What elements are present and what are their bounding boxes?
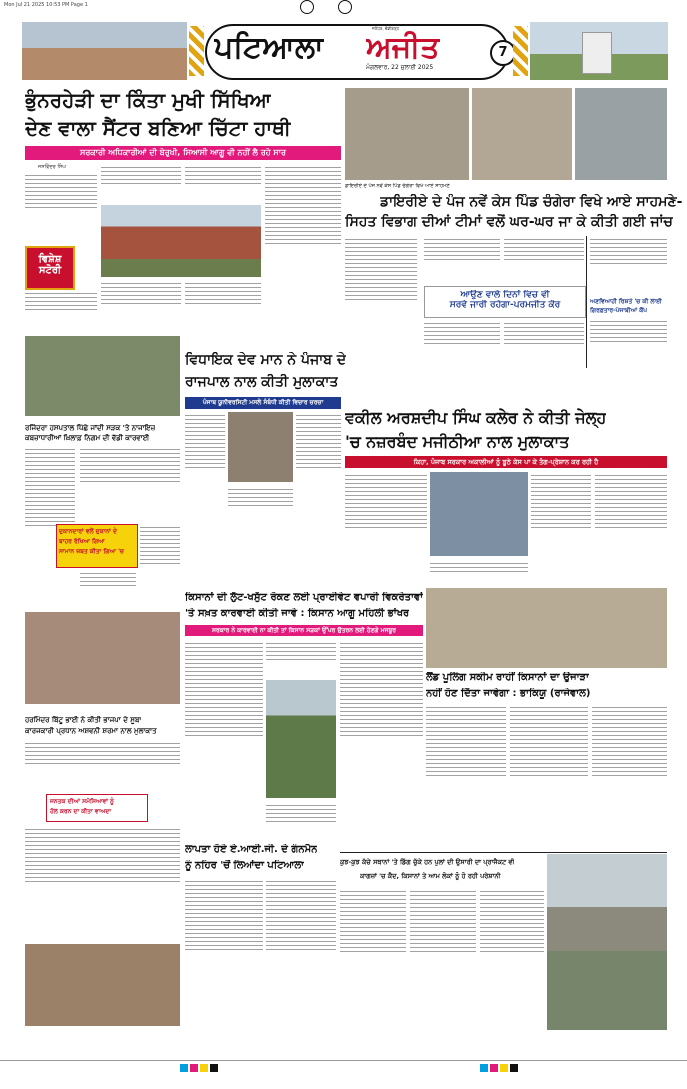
- story5-caption-text: [430, 560, 528, 584]
- story2-caption: ਡਾਇਰੀਏ ਦੇ ਪੰਜ ਨਵੇਂ ਕੇਸ ਪਿੰਡ ਚੰਗੇਰਾ ਵਿਖੇ ਆਏ ਸਾਹਮਣੇ: [345, 183, 450, 189]
- story2-headline-line2: ਸਿਹਤ ਵਿਭਾਗ ਦੀਆਂ ਟੀਮਾਂ ਵਲੋਂ ਘਰ-ਘਰ ਜਾ ਕੇ ਕੀਤੀ ਗਈ ਜਾਂਚ: [345, 214, 673, 230]
- story3-text-col1: [185, 412, 225, 528]
- story4-headline-line1: ਰਜਿੰਦਰਾ ਹਸਪਤਾਲ ਪਿੱਛੇ ਜਾਂਦੀ ਸੜਕ 'ਤੇ ਨਾਜਾਇਜ਼: [25, 424, 156, 432]
- story3-text-col2: [228, 486, 293, 528]
- column-divider: [586, 236, 587, 368]
- story5-photo: [430, 472, 528, 556]
- story9-text-col2: [266, 878, 336, 1028]
- color-mark-yellow: [200, 1064, 208, 1072]
- story2-text-col3: [504, 236, 584, 284]
- story1-text-col3b: [185, 280, 261, 332]
- story5-subhead: ਕਿਹਾ, ਪੰਜਾਬ ਸਰਕਾਰ ਅਕਾਲੀਆਂ ਨੂੰ ਝੂਠੇ ਕੇਸ ਪਾ ਕੇ ਤੰਗ-ਪ੍ਰੇਸ਼ਾਨ ਕਰ ਰਹੀ ਹੈ: [345, 456, 667, 468]
- story10-headline-line1: ਕੁਝ-ਕੁਝ ਕੱਚੇ ਸਥਾਨਾਂ 'ਤੇ ਡਿੱਗ ਚੁੱਕੇ ਹਨ ਪੁਲਾਂ ਦੀ ਉਸਾਰੀ ਦਾ ਪ੍ਰਾਜੈਕਟ ਵੀ: [340, 858, 515, 866]
- story2-headline-line1: ਡਾਇਰੀਏ ਦੇ ਪੰਜ ਨਵੇਂ ਕੇਸ ਪਿੰਡ ਚੰਗੇਰਾ ਵਿਖੇ ਆਏ ਸਾਹਮਣੇ-: [380, 194, 683, 210]
- special-story-badge: [25, 246, 75, 290]
- color-mark-cyan: [180, 1064, 188, 1072]
- story10-text-col2: [410, 888, 476, 1020]
- story10-headline-line2: ਕਾਗਜ਼ਾਂ 'ਚ ਕੈਦ, ਕਿਸਾਨਾਂ ਤੇ ਆਮ ਲੋਕਾਂ ਨੂੰ ਹੋ ਰਹੀ ਪਰੇਸ਼ਾਨੀ: [360, 872, 501, 880]
- color-mark-black: [210, 1064, 218, 1072]
- story4-boxed-note: [56, 524, 138, 568]
- story8-headline-line2: ਕਾਰਜਕਾਰੀ ਪ੍ਰਧਾਨ ਅਸ਼ਵਨੀ ਸ਼ਰਮਾ ਨਾਲ ਮੁਲਾਕਾਤ: [25, 727, 157, 735]
- masthead-pattern-right: [513, 26, 528, 76]
- story7-headline-line2: ਨਹੀਂ ਹੋਣ ਦਿੱਤਾ ਜਾਵੇਗਾ : ਭਾਕਿਯੂ (ਰਾਜੇਵਾਲ): [426, 688, 591, 699]
- story6-headline-line1: ਕਿਸਾਨਾਂ ਦੀ ਲੁੱਟ-ਖਸੁੱਟ ਰੋਕਣ ਲਈ ਪ੍ਰਾਈਵੇਟ ਵਪਾਰੀ ਵਿਕਰੇਤਾਵਾਂ: [185, 592, 424, 603]
- story2-photo-2: [472, 88, 572, 180]
- story2-text-col2b: [424, 320, 500, 368]
- story7-text-col2: [510, 704, 588, 850]
- story2-photo-3: [575, 88, 667, 180]
- story6-text-col2b: [266, 802, 336, 840]
- story10-text-col1: [340, 888, 406, 1020]
- monument-shape: [582, 32, 612, 74]
- story7-text-col3: [592, 704, 667, 850]
- story9-headline-line2: ਨੂੰ ਨਹਿਰ 'ਚੋਂ ਲਿਆਂਦਾ ਪਟਿਆਲਾ: [185, 860, 304, 871]
- story5-text-col3: [531, 472, 591, 584]
- story2-photo-1: [345, 88, 469, 180]
- story4-text-col2: [80, 446, 180, 522]
- story4-boxed-line2: ਬਾਹਰ ਰੱਖਿਆ ਗਿਆ: [59, 538, 105, 545]
- story8-text: [25, 740, 180, 788]
- story6-text-col1: [185, 640, 263, 840]
- story7-text-col1: [426, 704, 506, 850]
- color-mark-yellow-2: [500, 1064, 508, 1072]
- story2-quote-line2: ਸਰਵੇ ਜਾਰੀ ਰਹੇਗਾ-ਪਰਮਜੀਤ ਕੌਰ: [449, 300, 561, 310]
- story2-text-col1: [345, 236, 417, 368]
- story1-subhead: ਸਰਕਾਰੀ ਅਧਿਕਾਰੀਆਂ ਦੀ ਬੇਰੁਖੀ, ਸਿਆਸੀ ਆਗੂ ਵੀ ਨਹੀਂ ਲੈ ਰਹੇ ਸਾਰ: [25, 146, 341, 160]
- story4-boxed-line3: ਸਾਮਾਨ ਜ਼ਬਤ ਕੀਤਾ ਗਿਆ 'ਚ: [59, 548, 124, 555]
- story1-headline-line1: ਭੁੰਨਰਹੇੜੀ ਦਾ ਕਿੰਤਾ ਮੁਖੀ ਸਿੱਖਿਆ: [25, 88, 272, 112]
- story1-text-col2: [101, 164, 181, 204]
- masthead-photo-left: [22, 22, 187, 80]
- story2-text-col3b: [504, 320, 584, 368]
- registration-mark-icon: [300, 0, 314, 14]
- story3-subhead: ਪੰਜਾਬ ਯੂਨੀਵਰਸਿਟੀ ਮਸਲੇ ਸੰਬੰਧੀ ਕੀਤੀ ਵਿਚਾਰ ਚਰਚਾ: [185, 397, 341, 409]
- story3-headline-line2: ਰਾਜਪਾਲ ਨਾਲ ਕੀਤੀ ਮੁਲਾਕਾਤ: [185, 374, 339, 390]
- story1-headline-line2: ਦੇਣ ਵਾਲਾ ਸੈਂਟਰ ਬਣਿਆ ਚਿੱਟਾ ਹਾਥੀ: [25, 116, 291, 140]
- story8-headline-line1: ਹਰਮਿੰਦਰ ਬਿੱਟੂ ਭਾਈ ਨੇ ਕੀਤੀ ਭਾਜਪਾ ਦੇ ਸੂਬਾ: [25, 716, 142, 724]
- story3-text-col3: [296, 412, 341, 528]
- story9-left-text: [25, 826, 180, 940]
- story2-side-head-line1: ਅਣਵਿਆਹੀ ਰਿਸ਼ਤੇ 'ਚ ਕੀ ਲਾਈ: [590, 298, 662, 305]
- story6-headline-line2: 'ਤੇ ਸਖ਼ਤ ਕਾਰਵਾਈ ਕੀਤੀ ਜਾਵੇ : ਕਿਸਾਨ ਆਗੂ ਮਹਿਲੀ ਭਾਂਖਰ: [185, 608, 410, 619]
- story9-boxed-note: [46, 794, 148, 822]
- print-info: Mon Jul 21 2025 10:53 PM Page 1: [4, 2, 88, 8]
- registration-mark-icon: [338, 0, 352, 14]
- color-mark-cyan-2: [480, 1064, 488, 1072]
- story4-text-col2b: [80, 570, 136, 606]
- story7-headline-line1: ਲੈਂਡ ਪੂਲਿੰਗ ਸਕੀਮ ਰਾਹੀਂ ਕਿਸਾਨਾਂ ਦਾ ਉਜਾੜਾ: [426, 672, 589, 683]
- masthead-pattern-left: [189, 26, 204, 76]
- story3-headline-line1: ਵਿਧਾਇਕ ਦੇਵ ਮਾਨ ਨੇ ਪੰਜਾਬ ਦੇ: [185, 352, 347, 368]
- story9-boxed-line2: ਹੱਲ ਕਰਨ ਦਾ ਕੀਤਾ ਵਾਅਦਾ: [50, 808, 112, 815]
- story1-text-col3: [185, 164, 261, 204]
- story2-side-text-a: [590, 236, 667, 294]
- story5-headline-line1: ਵਕੀਲ ਅਰਸ਼ਦੀਪ ਸਿੰਘ ਕਲੇਰ ਨੇ ਕੀਤੀ ਜੇਲ੍ਹ: [345, 408, 607, 427]
- story1-text-col2b: [101, 280, 181, 332]
- story9-boxed-line1: ਜਨਤਕ ਦੀਆਂ ਸਮੱਸਿਆਵਾਂ ਨੂੰ: [50, 798, 114, 805]
- story1-text-col1b: [25, 290, 97, 330]
- story6-subhead: ਸਰਕਾਰ ਨੇ ਕਾਰਵਾਈ ਨਾ ਕੀਤੀ ਤਾਂ ਕਿਸਾਨ ਸੜਕਾਂ ਉੱਪਰ ਉਤਰਨ ਲਈ ਹੋਣਗੇ ਮਜਬੂਰ: [185, 625, 423, 636]
- story5-text-col1: [345, 472, 427, 584]
- story1-text-col1: [25, 172, 97, 244]
- story1-byline: ਜਸਵਿੰਦਰ ਸਿੰਘ: [38, 164, 66, 170]
- badge-line1: ਵਿਸ਼ੇਸ਼: [38, 254, 62, 265]
- story9-headline-line1: ਲਾਪਤਾ ਹੋਏ ਏ.ਆਈ.ਜੀ. ਦੇ ਗੰਨਮੈਨ: [185, 844, 318, 855]
- story3-photo: [228, 412, 293, 482]
- masthead-title-left: ਪਟਿਆਲਾ: [214, 30, 324, 65]
- footer-rule: [0, 1060, 687, 1061]
- story2-text-col2: [424, 236, 500, 284]
- page-number: 7: [490, 40, 516, 66]
- color-mark-magenta-2: [490, 1064, 498, 1072]
- story2-side-text-b: [590, 318, 667, 368]
- story10-photo: [547, 854, 667, 1030]
- story5-text-col4: [595, 472, 667, 584]
- story8-photo: [25, 612, 180, 704]
- story10-text-col3: [480, 888, 544, 1020]
- story7-group-photo: [426, 588, 667, 668]
- story5-headline-line2: 'ਚ ਨਜ਼ਰਬੰਦ ਮਜੀਠੀਆ ਨਾਲ ਮੁਲਾਕਾਤ: [345, 432, 570, 451]
- story10-rule: [340, 852, 667, 853]
- story2-side-head-line2: ਗਿਰਫ਼ਤਾਰ-ਪੰਜਾਬੀਆਂ ਕੈਂਪ: [590, 307, 648, 314]
- bottom-left-photo: [25, 944, 180, 1026]
- story4-headline-line2: ਕਬਜ਼ਾਧਾਰੀਆਂ ਖ਼ਿਲਾਫ਼ ਨਿਗਮ ਦੀ ਵੱਡੀ ਕਾਰਵਾਈ: [25, 434, 150, 442]
- story1-building-photo: [101, 205, 261, 277]
- story6-text-col2: [266, 640, 336, 678]
- story4-photo: [25, 336, 180, 416]
- story4-text-col3: [140, 524, 180, 606]
- story2-quote-line1: ਆਉਣ ਵਾਲੇ ਦਿਨਾਂ ਵਿਚ ਵੀ: [460, 290, 550, 300]
- story6-photo: [266, 680, 336, 798]
- story2-quote-box: [424, 286, 586, 318]
- story9-text-col1: [185, 878, 263, 1028]
- badge-line2: ਸਟੋਰੀ: [38, 265, 62, 276]
- masthead-title-right: ਅਜੀਤ: [366, 30, 440, 65]
- masthead-date: ਮੰਗਲਵਾਰ, 22 ਜੁਲਾਈ 2025: [366, 64, 434, 71]
- story6-text-col3: [340, 640, 423, 840]
- story1-text-col4: [265, 164, 341, 332]
- story4-boxed-line1: ਦੁਕਾਨਦਾਰਾਂ ਵਲੋਂ ਦੁਕਾਨਾਂ ਦੇ: [59, 528, 117, 535]
- color-mark-black-2: [510, 1064, 518, 1072]
- edition-small: ਜਲੰਧਰ, ਚੰਡੀਗੜ੍ਹ: [372, 26, 400, 31]
- color-mark-magenta: [190, 1064, 198, 1072]
